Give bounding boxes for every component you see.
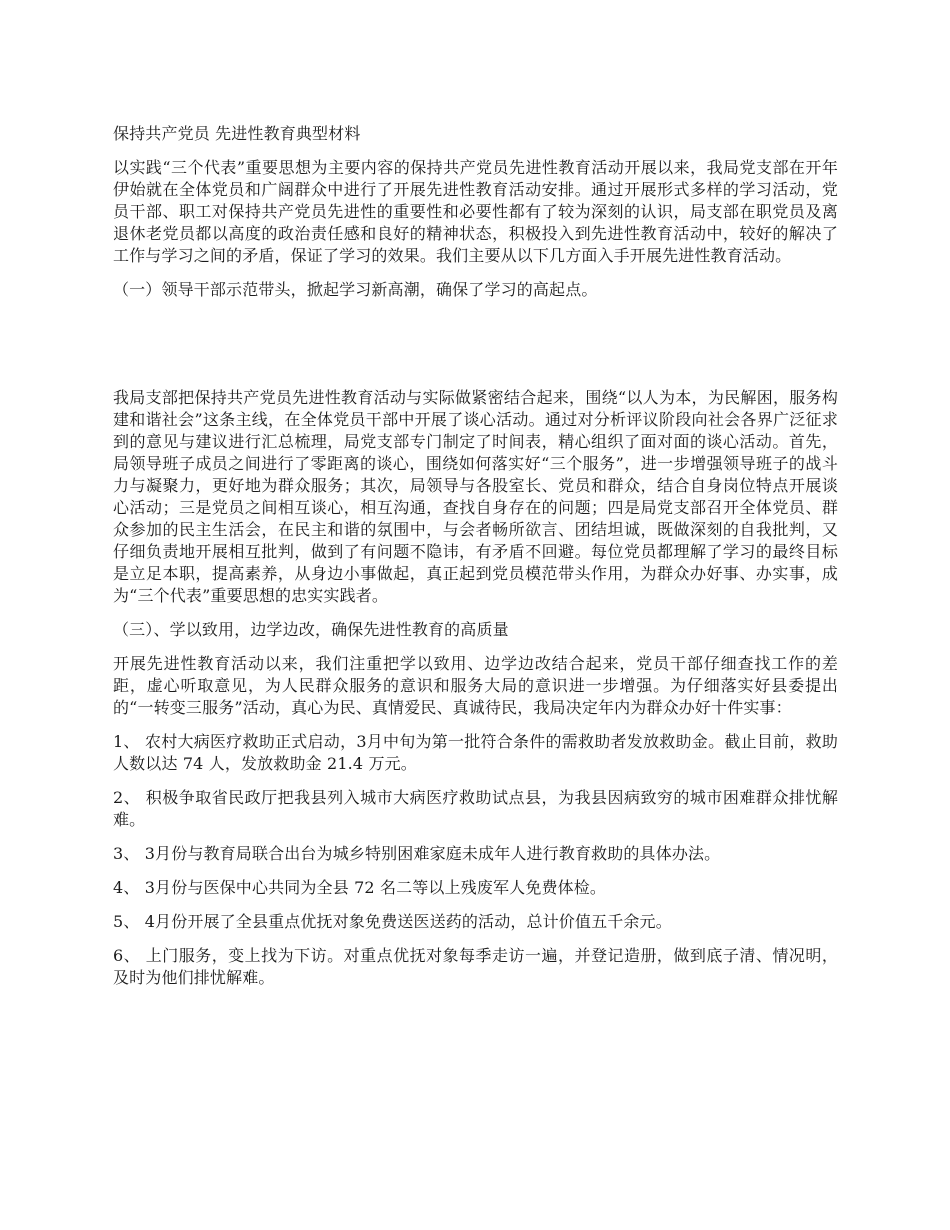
blank-space	[113, 313, 838, 387]
list-item-5: 5、 4月份开展了全县重点优抚对象免费送医送药的活动，总计价值五千余元。	[113, 912, 672, 931]
list-item-6: 6、 上门服务，变上找为下访。对重点优抚对象每季走访一遍，并登记造册，做到底子清、情况明，及时为他们排忧解难。	[113, 946, 838, 987]
list-item-4: 4、 3月份与医保中心共同为全县 72 名二等以上残废军人免费体检。	[113, 878, 607, 897]
section-2-paragraph: 我局支部把保持共产党员先进性教育活动与实际做紧密结合起来，围绕“以人为本，为民解困，服务构建和谐社会”这条主线，在全体党员干部中开展了谈心活动。通过对分析评议阶段向社会各界广泛征求到的意见与建议进行汇总梳理，局党支部专门制定了时间表，精心组织了面对面的谈心活动。首先，局领导班子成员之间进行了零距离的谈心，围绕如何落实好“三个服务”，进一步增强领导班子的战斗力与凝聚力，更好地为群众服务；其次，局领导与各股室长、党员和群众，结合自身岗位特点开展谈心活动；三是党员之间相互谈心，相互沟通，查找自身存在的问题；四是局党支部召开全体党员、群众参加的民主生活会，在民主和谐的氛围中，与会者畅所欲言、团结坦诚，既做深刻的自我批判，又仔细负责地开展相互批判，做到了有问题不隐讳，有矛盾不回避。每位党员都理解了学习的最终目标是立足本职，提高素养，从身边小事做起，真正起到党员模范带头作用，为群众办好事、办实事，成为“三个代表”重要思想的忠实实践者。	[113, 388, 838, 605]
list-item-1: 1、 农村大病医疗救助正式启动，3月中旬为第一批符合条件的需救助者发放救助金。截止目前，救助人数以达 74 人，发放救助金 21.4 万元。	[113, 732, 838, 773]
section-3-heading: （三）、学以致用，边学边改，确保先进性教育的高质量	[113, 620, 509, 639]
document-page	[113, 123, 838, 1001]
section-3-paragraph: 开展先进性教育活动以来，我们注重把学以致用、边学边改结合起来，党员干部仔细查找工作的差距，虚心听取意见，为人民群众服务的意识和服务大局的意识进一步增强。为仔细落实好县委提出的“一转变三服务”活动，真心为民、真情爱民、真诚待民，我局决定年内为群众办好十件实事：	[113, 654, 838, 717]
section-1-heading: （一）领导干部示范带头，掀起学习新高潮，确保了学习的高起点。	[113, 280, 598, 299]
document-title: 保持共产党员 先进性教育典型材料	[113, 124, 361, 143]
list-item-3: 3、 3月份与教育局联合出台为城乡特别困难家庭未成年人进行教育救助的具体办法。	[113, 844, 721, 863]
list-item-2: 2、 积极争取省民政厅把我县列入城市大病医疗救助试点县，为我县因病致穷的城市困难群众排忧解难。	[113, 788, 838, 829]
intro-paragraph: 以实践“三个代表”重要思想为主要内容的保持共产党员先进性教育活动开展以来，我局党支部在开年伊始就在全体党员和广阔群众中进行了开展先进性教育活动安排。通过开展形式多样的学习活动，党员干部、职工对保持共产党员先进性的重要性和必要性都有了较为深刻的认识，局支部在职党员及离退休老党员都以高度的政治责任感和良好的精神状态，积极投入到先进性教育活动中，较好的解决了工作与学习之间的矛盾，保证了学习的效果。我们主要从以下几方面入手开展先进性教育活动。	[113, 158, 838, 265]
